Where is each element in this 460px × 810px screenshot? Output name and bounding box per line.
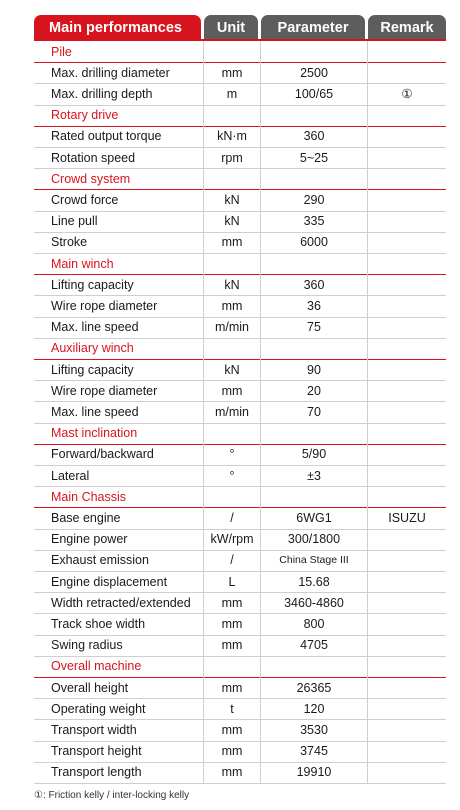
table-row [34,211,446,233]
spec-unit: rpm [203,147,260,168]
spec-remark [367,571,446,592]
section-row [34,41,446,63]
spec-unit: kN [203,211,260,232]
table-row [34,719,446,741]
spec-remark [367,465,446,486]
header-main-performances: Main performances [34,15,201,39]
spec-name: Operating weight [51,701,146,716]
spec-remark [367,232,446,253]
spec-unit: ° [203,444,260,465]
spec-remark [367,592,446,613]
spec-remark [367,317,446,338]
header-remark: Remark [368,15,446,39]
header-unit: Unit [204,15,258,39]
spec-name: Transport width [51,722,137,737]
section-label: Mast inclination [51,426,138,441]
table-row [34,126,446,148]
table-row [34,189,446,211]
spec-parameter [260,253,367,274]
spec-parameter: 100/65 [260,83,367,104]
spec-unit: mm [203,719,260,740]
table-row [34,62,446,84]
table-row [34,741,446,763]
section-label: Pile [51,44,72,59]
spec-unit [203,105,260,126]
spec-remark [367,105,446,126]
spec-unit [203,656,260,677]
table-row [34,550,446,572]
spec-parameter: 800 [260,613,367,634]
spec-unit: / [203,550,260,571]
spec-remark [367,295,446,316]
spec-parameter: ±3 [260,465,367,486]
spec-name: Wire rope diameter [51,298,158,313]
spec-unit: / [203,507,260,528]
spec-name: Rotation speed [51,150,136,165]
spec-name: Lateral [51,468,90,483]
spec-unit: mm [203,741,260,762]
spec-unit: mm [203,677,260,698]
spec-parameter [260,656,367,677]
spec-name: Forward/backward [51,447,154,462]
spec-parameter [260,423,367,444]
spec-name: Exhaust emission [51,553,149,568]
table-row [34,317,446,339]
section-label: Overall machine [51,659,142,674]
spec-parameter: 3530 [260,719,367,740]
spec-remark [367,274,446,295]
spec-name: Engine displacement [51,574,168,589]
spec-unit: mm [203,232,260,253]
spec-unit: mm [203,62,260,83]
spec-name: Track shoe width [51,616,146,631]
spec-unit: kN [203,274,260,295]
spec-parameter: China Stage III [260,550,367,571]
section-label: Crowd system [51,171,131,186]
spec-remark [367,762,446,783]
spec-name: Max. line speed [51,404,139,419]
spec-name: Transport length [51,765,142,780]
spec-remark [367,359,446,380]
spec-parameter: 6WG1 [260,507,367,528]
section-row [34,338,446,360]
spec-name: Max. line speed [51,320,139,335]
table-row [34,635,446,657]
spec-parameter: 36 [260,295,367,316]
table-row [34,465,446,487]
spec-unit: kN·m [203,126,260,147]
footnote: ①: Friction kelly / inter-locking kelly [34,790,190,801]
section-label: Rotary drive [51,108,119,123]
spec-remark: ① [367,83,446,104]
spec-parameter: 120 [260,698,367,719]
table-row [34,359,446,381]
spec-remark [367,486,446,507]
spec-unit [203,41,260,62]
spec-parameter: 300/1800 [260,529,367,550]
spec-parameter [260,338,367,359]
spec-name: Transport height [51,744,142,759]
spec-remark [367,613,446,634]
spec-name: Swing radius [51,638,123,653]
spec-parameter: 15.68 [260,571,367,592]
table-row [34,83,446,105]
spec-remark [367,719,446,740]
spec-remark [367,253,446,274]
section-label: Auxiliary winch [51,341,134,356]
spec-remark [367,677,446,698]
spec-unit: kN [203,359,260,380]
spec-remark [367,126,446,147]
spec-unit: t [203,698,260,719]
spec-unit: m/min [203,401,260,422]
table-row [34,274,446,296]
spec-parameter: 4705 [260,635,367,656]
spec-unit: m/min [203,317,260,338]
table-row [34,380,446,402]
spec-unit [203,423,260,444]
spec-parameter: 5/90 [260,444,367,465]
section-row [34,486,446,508]
spec-name: Crowd force [51,192,119,207]
section-row [34,105,446,127]
spec-unit [203,486,260,507]
table-row [34,698,446,720]
spec-remark [367,338,446,359]
table-row [34,295,446,317]
spec-remark [367,741,446,762]
table-row [34,444,446,466]
spec-unit: ° [203,465,260,486]
table-row [34,147,446,169]
spec-remark [367,380,446,401]
section-row [34,423,446,445]
spec-name: Max. drilling depth [51,86,153,101]
table-row [34,762,446,784]
spec-parameter: 2500 [260,62,367,83]
spec-remark [367,635,446,656]
spec-remark [367,62,446,83]
table-row [34,592,446,614]
spec-remark: ISUZU [367,507,446,528]
spec-remark [367,529,446,550]
spec-parameter: 360 [260,126,367,147]
spec-unit [203,338,260,359]
spec-remark [367,211,446,232]
spec-parameter: 3745 [260,741,367,762]
spec-parameter [260,486,367,507]
table-row [34,613,446,635]
spec-name: Stroke [51,235,88,250]
spec-parameter: 290 [260,189,367,210]
spec-parameter: 6000 [260,232,367,253]
table-row [34,232,446,254]
spec-name: Wire rope diameter [51,383,158,398]
spec-name: Lifting capacity [51,362,134,377]
spec-parameter: 5~25 [260,147,367,168]
section-row [34,656,446,678]
section-label: Main winch [51,256,114,271]
spec-unit: mm [203,613,260,634]
spec-parameter: 20 [260,380,367,401]
table-row [34,677,446,699]
table-row [34,507,446,529]
spec-parameter: 19910 [260,762,367,783]
spec-remark [367,444,446,465]
spec-unit: L [203,571,260,592]
spec-parameter: 335 [260,211,367,232]
spec-unit: kW/rpm [203,529,260,550]
spec-name: Base engine [51,510,121,525]
spec-remark [367,147,446,168]
spec-name: Lifting capacity [51,277,134,292]
spec-unit: mm [203,762,260,783]
spec-parameter: 70 [260,401,367,422]
spec-parameter [260,168,367,189]
section-label: Main Chassis [51,489,127,504]
table-row [34,401,446,423]
spec-unit: mm [203,380,260,401]
spec-remark [367,698,446,719]
spec-name: Line pull [51,214,98,229]
spec-parameter: 3460-4860 [260,592,367,613]
spec-remark [367,656,446,677]
spec-name: Overall height [51,680,129,695]
spec-remark [367,401,446,422]
section-row [34,253,446,275]
table-row [34,529,446,551]
spec-parameter: 360 [260,274,367,295]
table-header [0,15,460,39]
spec-parameter [260,41,367,62]
spec-unit: kN [203,189,260,210]
spec-name: Engine power [51,532,128,547]
spec-unit: mm [203,635,260,656]
spec-parameter: 26365 [260,677,367,698]
spec-remark [367,41,446,62]
spec-parameter: 90 [260,359,367,380]
spec-name: Width retracted/extended [51,595,191,610]
spec-name: Max. drilling diameter [51,65,170,80]
spec-parameter: 75 [260,317,367,338]
spec-remark [367,168,446,189]
header-parameter: Parameter [261,15,365,39]
spec-remark [367,423,446,444]
spec-unit: mm [203,592,260,613]
spec-unit [203,253,260,274]
spec-remark [367,189,446,210]
spec-name: Rated output torque [51,129,162,144]
section-row [34,168,446,190]
spec-remark [367,550,446,571]
spec-unit [203,168,260,189]
table-row [34,571,446,593]
spec-unit: mm [203,295,260,316]
spec-parameter [260,105,367,126]
spec-unit: m [203,83,260,104]
